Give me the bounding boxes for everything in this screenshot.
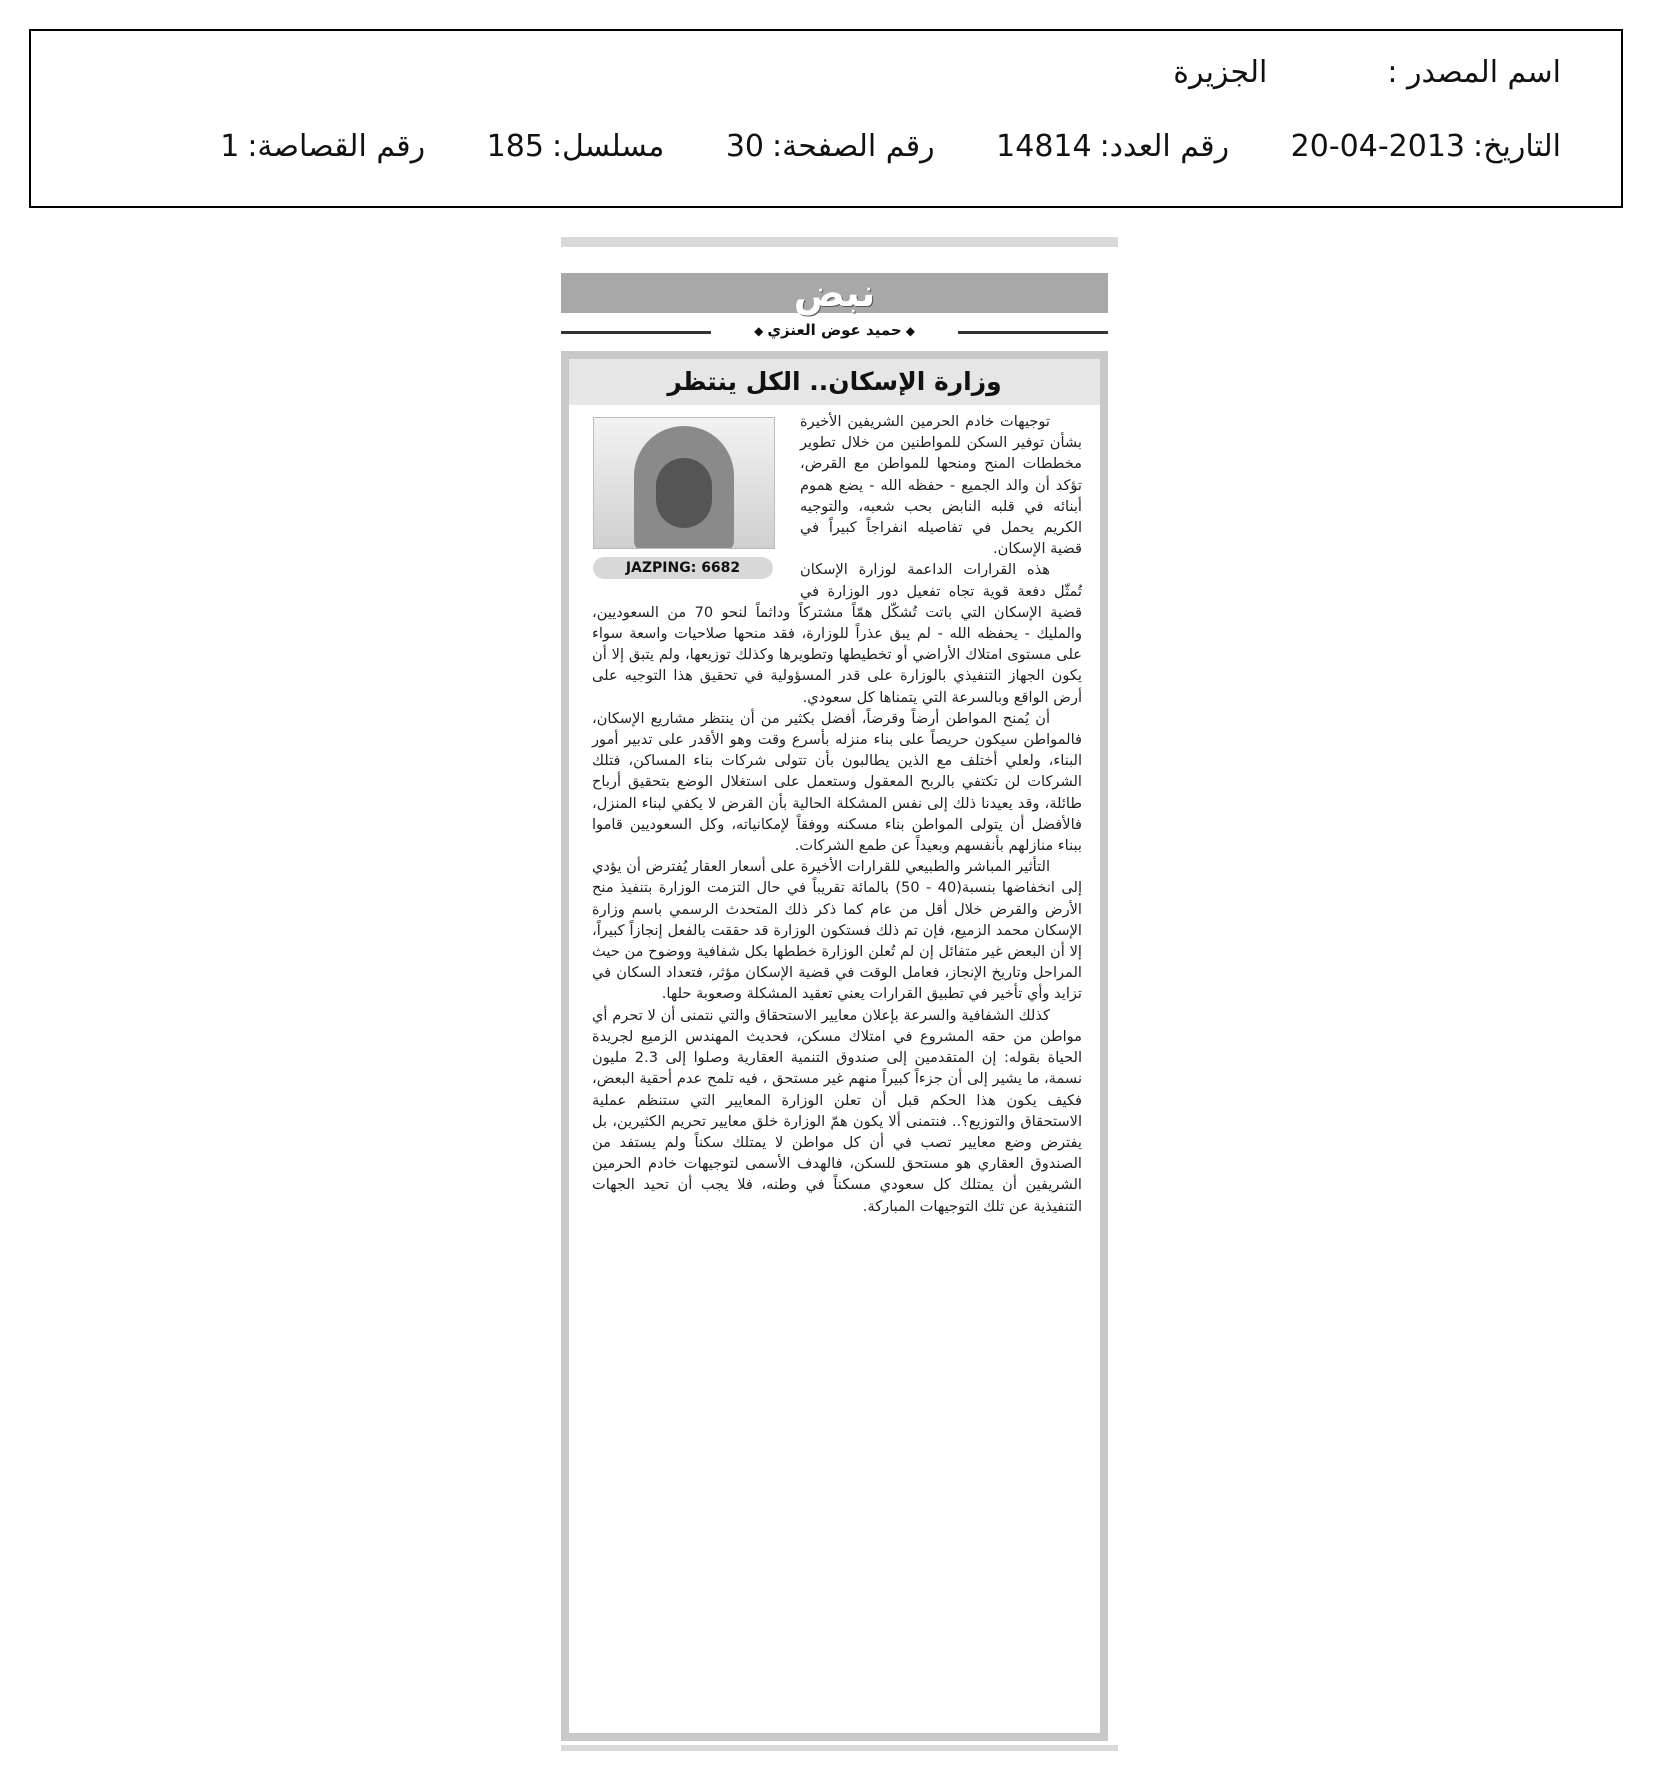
- serial-value: 185: [486, 129, 544, 164]
- article-body: [592, 411, 1082, 1217]
- bottom-divider: [561, 1745, 1118, 1751]
- article-paragraph: كذلك الشفافية والسرعة بإعلان معايير الاستحقاق والتي نتمنى أن لا تحرم أي مواطن من حقه المشروع في امتلاك مسكن، فحديث المهندس الزميع لجريدة الحياة بقوله: إن المتقدمين إلى صندوق التنمية العقارية وصلوا إلى 2.3 مليون نسمة، ما يشير إلى أن جزءاً كبيراً منهم غير مستحق ، فيه تلمح عدم أحقية البعض، فكيف يكون هذا الحكم قبل أن تعلن الوزارة المعايير التي ستنظم عملية الاستحقاق والتوزيع؟.. فنتمنى ألا يكون همّ الوزارة خلق معايير تحريم الكثيرين، بل يفترض وضع معايير تصب في أن كل مواطن لا يمتلك سكناً ولم يستفد من الصندوق العقاري هو مستحق للسكن، فالهدف الأسمى لتوجيهات خادم الحرمين الشريفين أن يمتلك كل سعودي مسكناً في وطنه، فلا يجب أن تحيد الجهات التنفيذية عن تلك التوجيهات المباركة.: [592, 1006, 1083, 1215]
- article-headline: وزارة الإسكان.. الكل ينتظر: [667, 367, 1002, 396]
- source-label: اسم المصدر :: [1387, 55, 1561, 90]
- article-paragraph: التأثير المباشر والطبيعي للقرارات الأخيرة على أسعار العقار يُفترض أن يؤدي إلى انخفاضها بنسبة(40 - 50) بالمائة تقريباً في حال التزمت الوزارة بتنفيذ منح الأرض والقرض خلال أقل من عام كما ذكر ذلك المتحدث الرسمي باسم وزارة الإسكان محمد الزميع، فإن تم ذلك فستكون الوزارة قد حققت بالفعل إنجازاً كبيراً، إلا أن البعض غير متفائل إن لم تُعلن الوزارة خططها بكل شفافية ووضوح من حيث المراحل وتاريخ الإنجاز، فعامل الوقت في قضية الإسكان مؤثر، فتعداد السكان في تزايد وأي تأخير في تطبيق القرارات يعني تعقيد المشكلة وصعوبة حلها.: [592, 858, 1083, 1003]
- article-paragraph: توجيهات خادم الحرمين الشريفين الأخيرة بشأن توفير السكن للمواطنين من خلال تطوير مخططات المنح ومنحها للمواطن مع القرض، تؤكد أن والد الجميع - حفظه الله - يضع هموم أبنائه في قلبه النابض بحب شعبه، والتوجيه الكريم يحمل في تفاصيله انفراجاً كبيراً في قضية الإسكان.: [800, 413, 1082, 558]
- page-value: 30: [725, 129, 765, 164]
- issue-field: [996, 129, 1229, 164]
- source-metadata-box: [29, 29, 1623, 208]
- photo-spacer: [592, 411, 800, 601]
- clip-number-field: [220, 129, 425, 164]
- date-value: 2013-04-20: [1290, 129, 1466, 164]
- byline-row: [561, 321, 1108, 343]
- byline: [561, 321, 1108, 339]
- article-paragraph: أن يُمنح المواطن أرضاً وقرضاً، أفضل بكثير من أن ينتظر مشاريع الإسكان، فالمواطن سيكون حريصاً على بناء منزله بأسرع وقت وهو الأقدر على تدبير أمور البناء، ولعلي أختلف مع الذين يطالبون بأن تتولى شركات بناء المساكن، فتلك الشركات لن تكتفي بالربح المعقول وستعمل على استغلال الوضع بتحقيق أرباح طائلة، وقد يعيدنا ذلك إلى نفس المشكلة الحالية بأن القرض لا يكفي لبناء المنزل، فالأفضل أن يتولى المواطن بناء مسكنه ووفقاً لإمكانياته، وكل السعوديين قاموا ببناء منازلهم بأنفسهم وبعيداً عن طمع الشركات.: [592, 709, 1082, 855]
- clip-number-value: 1: [220, 129, 240, 164]
- article-paragraph: هذه القرارات الداعمة لوزارة الإسكان تُمثّل دفعة قوية تجاه تفعيل دور الوزارة في قضية الإسكان التي باتت تُشكّل همّاً مشتركاً وداثماً لنحو 70 من السعوديين، والمليك - يحفظه الله - لم يبق عذراً للوزارة، فقد منحها صلاحيات واسعة سواء على مستوى امتلاك الأراضي أو تخطيطها وتطويرها وكذلك توزيعها، ولم يتبق إلا أن يكون الجهاز التنفيذي بالوزارة على قدر المسؤولية في تحقيق هذا التوجيه على أرض الواقع وبالسرعة التي يتمناها كل سعودي.: [592, 561, 1082, 706]
- serial-label: مسلسل:: [551, 129, 665, 164]
- article-frame: [561, 351, 1108, 1741]
- issue-value: 14814: [996, 129, 1092, 164]
- page-label: رقم الصفحة:: [772, 129, 935, 164]
- jazping-badge: JAZPING: 6682: [593, 557, 773, 579]
- source-value: الجزيرة: [1173, 55, 1268, 90]
- date-label: التاريخ:: [1473, 129, 1561, 164]
- page-field: [726, 129, 935, 164]
- date-field: [1291, 129, 1561, 164]
- author-name: حميد عوض العنزي: [767, 321, 902, 339]
- serial-field: [487, 129, 665, 164]
- diamond-icon: ◆: [754, 324, 764, 338]
- newspaper-clipping: [561, 237, 1118, 1757]
- column-banner: نبض: [561, 273, 1108, 313]
- headline-bar: [569, 359, 1100, 405]
- issue-label: رقم العدد:: [1099, 129, 1230, 164]
- diamond-icon: ◆: [905, 324, 915, 338]
- clip-number-label: رقم القصاصة:: [247, 129, 426, 164]
- source-field: [1173, 55, 1561, 90]
- top-divider: [561, 237, 1118, 247]
- details-row: [168, 129, 1561, 164]
- source-row: [1121, 55, 1561, 90]
